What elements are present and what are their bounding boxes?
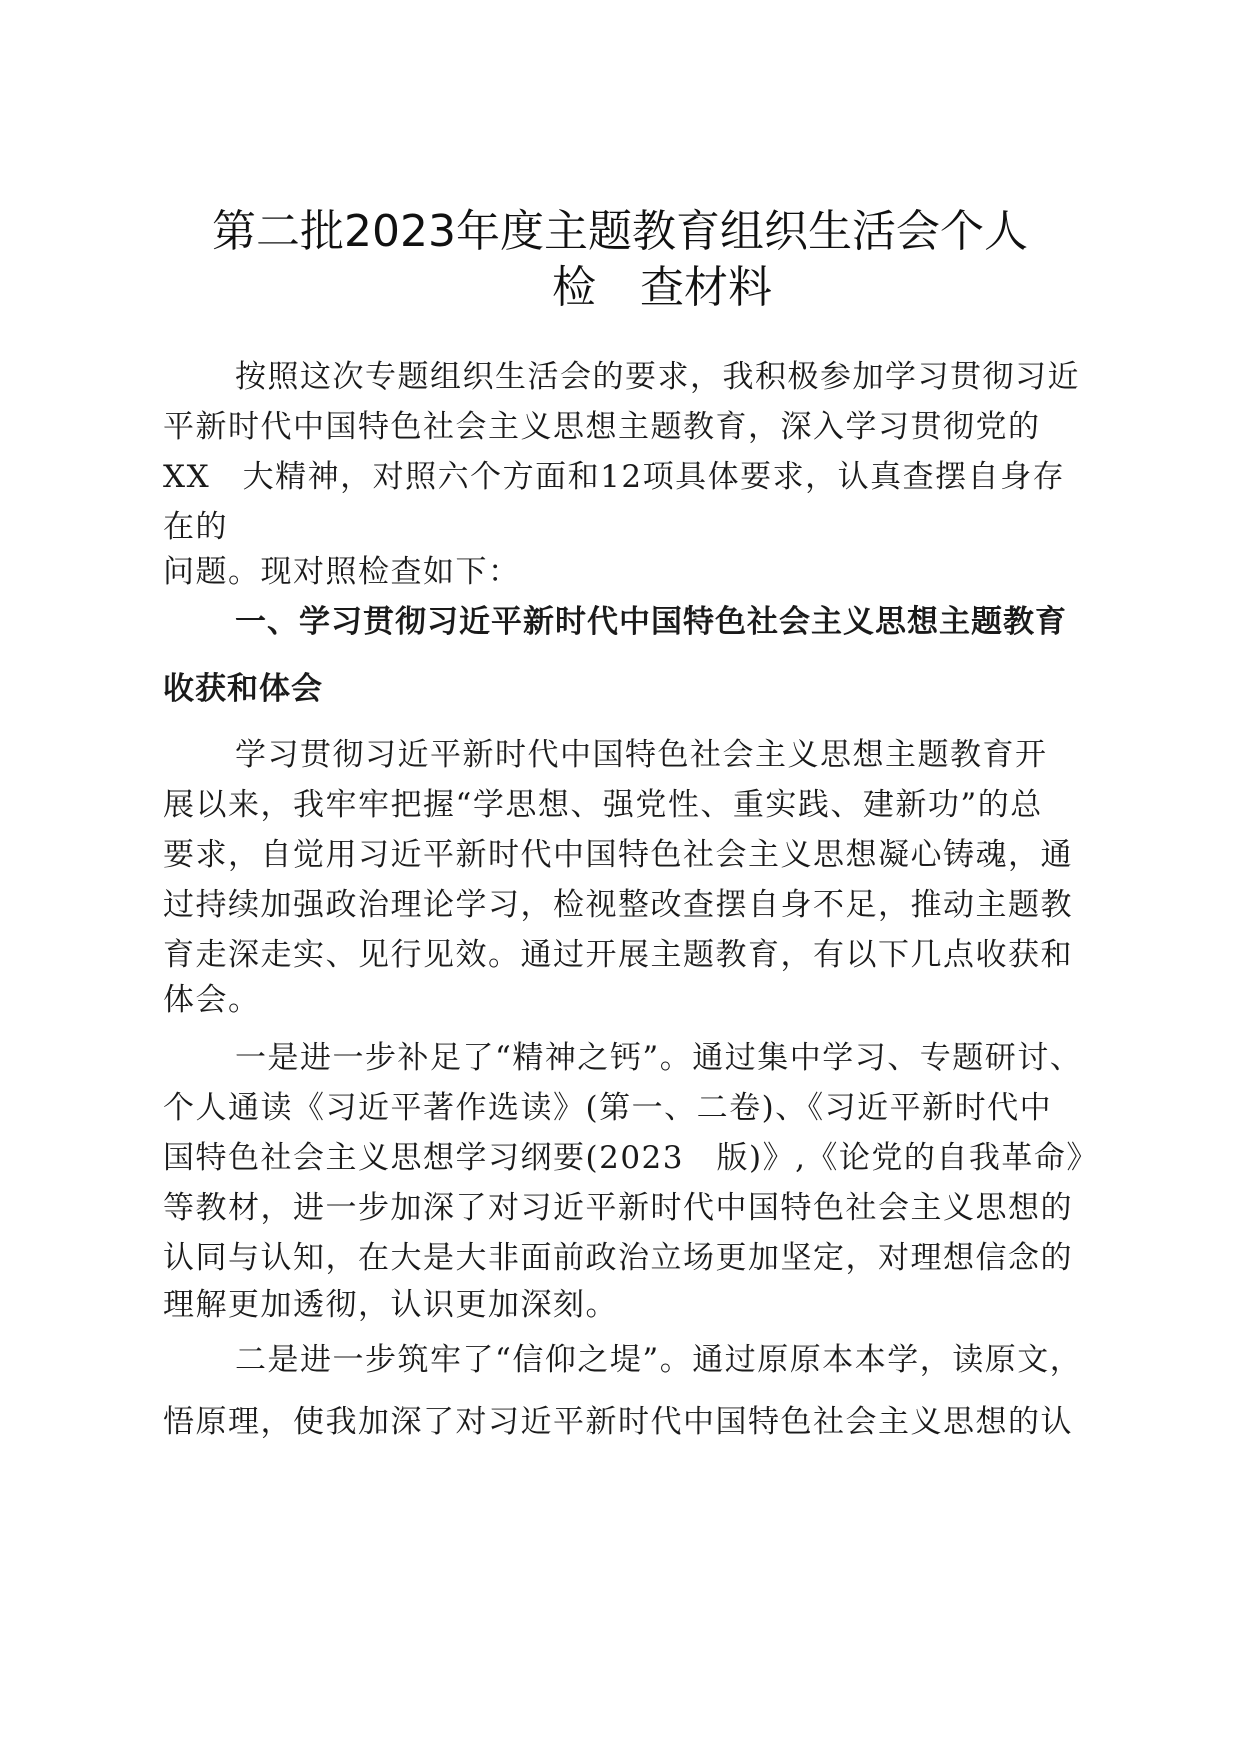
intro-line: 在的 [163,509,228,545]
paragraph-line: 个人通读《习近平著作选读》(第一、二卷)、《习近平新时代中 [163,1090,1053,1126]
section-heading: 收获和体会 [163,671,323,707]
paragraph-line: 育走深走实、见行见效。通过开展主题教育，有以下几点收获和 [163,937,1073,973]
intro-line: 平新时代中国特色社会主义思想主题教育，深入学习贯彻党的 [163,409,1041,445]
paragraph-line: 理解更加透彻，认识更加深刻。 [163,1287,618,1323]
document-title-line-2: 检 查材料 [552,262,772,313]
paragraph-line: 学习贯彻习近平新时代中国特色社会主义思想主题教育开 [235,737,1048,773]
paragraph-line: 过持续加强政治理论学习，检视整改查摆自身不足，推动主题教 [163,887,1073,923]
paragraph-line: 二是进一步筑牢了“信仰之堤”。通过原原本本学，读原文， [235,1342,1083,1378]
paragraph-line: 认同与认知，在大是大非面前政治立场更加坚定，对理想信念的 [163,1240,1073,1276]
paragraph-line: 等教材，进一步加深了对习近平新时代中国特色社会主义思想的 [163,1190,1073,1226]
section-heading: 一、学习贯彻习近平新时代中国特色社会主义思想主题教育 [235,604,1067,640]
intro-line: 问题。现对照检查如下： [163,554,521,590]
paragraph-line: 国特色社会主义思想学习纲要(2023 版)》,《论党的自我革命》 [163,1140,1099,1176]
paragraph-line: 展以来，我牢牢把握“学思想、强党性、重实践、建新功”的总 [163,787,1043,823]
document-title-line-1: 第二批2023年度主题教育组织生活会个人 [212,206,1028,257]
paragraph-line: 一是进一步补足了“精神之钙”。通过集中学习、专题研讨、 [235,1040,1083,1076]
intro-line: 按照这次专题组织生活会的要求，我积极参加学习贯彻习近 [235,359,1080,395]
paragraph-line: 悟原理，使我加深了对习近平新时代中国特色社会主义思想的认 [163,1404,1073,1440]
paragraph-line: 体会。 [163,982,261,1018]
intro-line: XX 大精神，对照六个方面和12项具体要求，认真查摆自身存 [163,459,1066,495]
paragraph-line: 要求，自觉用习近平新时代中国特色社会主义思想凝心铸魂，通 [163,837,1073,873]
